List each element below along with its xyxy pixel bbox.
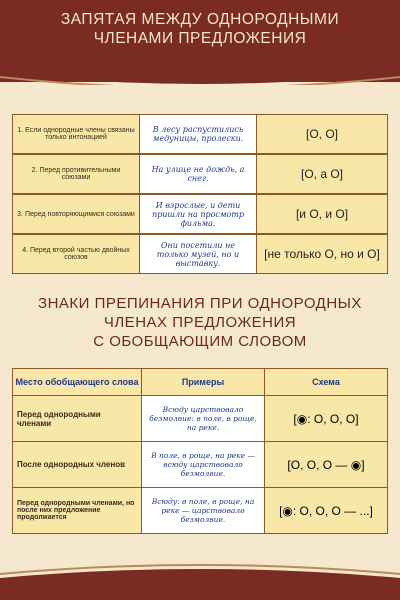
footer-wave xyxy=(0,560,400,600)
rule-cell: 2. Перед противительными союзами xyxy=(13,154,140,194)
example-cell: Всюду царствовало безмолвие: в поле, в роще, на реке. xyxy=(142,396,265,442)
table-header-row xyxy=(13,369,388,396)
section2-title-line3: С ОБОБЩАЮЩИМ СЛОВОМ xyxy=(93,333,307,350)
generalizing-word-table xyxy=(12,368,388,534)
scheme-cell: [О, О, О — ◉] xyxy=(265,442,388,488)
scheme-cell: [не только О, но и О] xyxy=(257,234,388,274)
table-row xyxy=(13,488,388,534)
section1-title-line2: ЧЛЕНАМИ ПРЕДЛОЖЕНИЯ xyxy=(93,30,307,47)
section2-title-line2: ЧЛЕНАХ ПРЕДЛОЖЕНИЯ xyxy=(103,314,297,331)
scheme-cell: [О, О] xyxy=(257,115,388,155)
section1-title-line1: ЗАПЯТАЯ МЕЖДУ ОДНОРОДНЫМИ xyxy=(60,11,340,28)
rule-cell: 4. Перед второй частью двойных союзов xyxy=(13,234,140,274)
table-row xyxy=(13,234,388,274)
example-cell: Всюду: в поле, в роще, на реке — царствовало безмолвие. xyxy=(142,488,265,534)
header-place: Место обобщающего слова xyxy=(13,369,142,396)
scheme-cell: [и О, и О] xyxy=(257,194,388,234)
rule-cell: 3. Перед повторяющимися союзами xyxy=(13,194,140,234)
header-scheme: Схема xyxy=(265,369,388,396)
table-row xyxy=(13,115,388,155)
header-wave xyxy=(0,55,400,85)
rule-cell: 1. Если однородные члены связаны только интонацией xyxy=(13,115,140,155)
example-cell: В поле, в роще, на реке — всюду царствовало безмолвие. xyxy=(142,442,265,488)
table-row xyxy=(13,442,388,488)
scheme-cell: [◉: О, О, О] xyxy=(265,396,388,442)
section1-title xyxy=(0,10,400,48)
rule-cell: Перед однородными членами, но после них предложение продолжается xyxy=(13,488,142,534)
table-row xyxy=(13,154,388,194)
header-examples: Примеры xyxy=(142,369,265,396)
table-row xyxy=(13,194,388,234)
table-row xyxy=(13,396,388,442)
example-cell: И взрослые, и дети пришли на просмотр фильма. xyxy=(140,194,257,234)
example-cell: На улице не дождь, а снег. xyxy=(140,154,257,194)
rule-cell: После однородных членов xyxy=(13,442,142,488)
section2-title xyxy=(0,294,400,351)
section2-title-line1: ЗНАКИ ПРЕПИНАНИЯ ПРИ ОДНОРОДНЫХ xyxy=(38,295,362,312)
scheme-cell: [О, а О] xyxy=(257,154,388,194)
header-banner xyxy=(0,0,400,82)
comma-rules-table xyxy=(12,114,388,274)
example-cell: Они посетили не только музей, но и выставку. xyxy=(140,234,257,274)
example-cell: В лесу распустились медуницы, пролески. xyxy=(140,115,257,155)
rule-cell: Перед однородными членами xyxy=(13,396,142,442)
scheme-cell: [◉: О, О, О — ...] xyxy=(265,488,388,534)
